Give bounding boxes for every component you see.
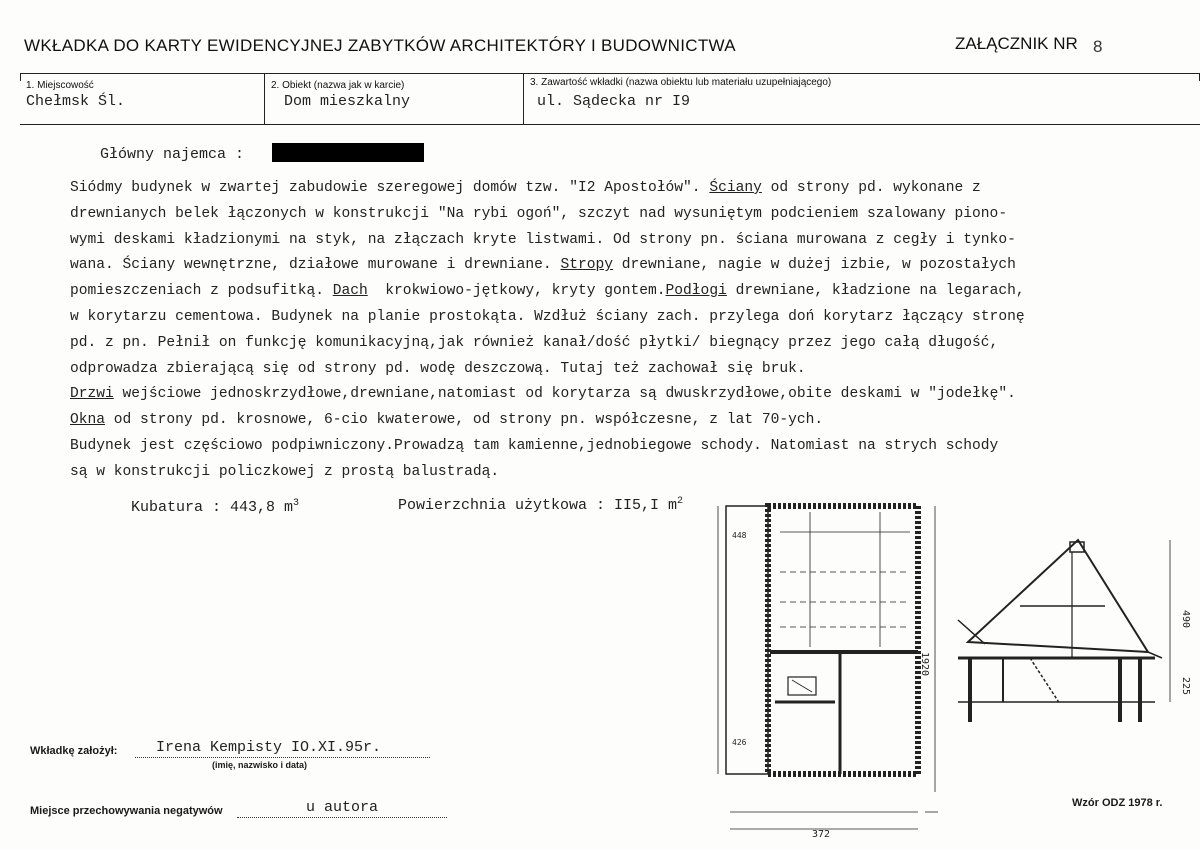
author-caption: (imię, nazwisko i data) xyxy=(212,760,308,770)
svg-text:225: 225 xyxy=(1180,677,1191,696)
form-code: Wzór ODZ 1978 r. xyxy=(1072,797,1163,809)
divider-1 xyxy=(264,73,265,125)
cross-section xyxy=(958,540,1170,722)
object-value: Dom mieszkalny xyxy=(284,93,411,110)
top-rule xyxy=(20,73,1200,74)
object-label: 2. Obiekt (nazwa jak w karcie) xyxy=(271,80,405,91)
form-title: WKŁADKA DO KARTY EWIDENCYJNEJ ZABYTKÓW ARCHITEKTÓRY I BUDOWNICTWA xyxy=(24,36,736,55)
floor-plan xyxy=(718,506,938,829)
locality-value: Chełmsk Śl. xyxy=(26,93,126,110)
svg-text:372: 372 xyxy=(812,829,831,840)
negatives-value: u autora xyxy=(306,799,379,816)
annex-label: ZAŁĄCZNIK NR xyxy=(955,34,1078,53)
negatives-line xyxy=(237,817,447,818)
negatives-label: Miejsce przechowywania negatywów xyxy=(30,805,223,817)
author-value: Irena Kempisty IO.XI.95r. xyxy=(156,739,382,756)
svg-text:490: 490 xyxy=(1180,610,1191,629)
bottom-rule xyxy=(20,124,1200,125)
volume-value: Kubatura : 443,8 $m^3$ xyxy=(131,498,300,516)
divider-2 xyxy=(523,73,524,125)
svg-text:426: 426 xyxy=(732,738,747,747)
svg-text:1920: 1920 xyxy=(919,652,930,677)
usable-area-value: Powierzchnia użytkowa : II5,I $m^2$ xyxy=(398,496,684,514)
tenant-label: Główny najemca : xyxy=(100,146,245,163)
locality-label: 1. Miejscowość xyxy=(26,80,94,91)
architectural-drawings xyxy=(700,492,1200,849)
author-line xyxy=(135,757,430,758)
svg-text:448: 448 xyxy=(732,531,747,540)
content-value: ul. Sądecka nr I9 xyxy=(537,93,691,110)
author-label: Wkładkę założył: xyxy=(30,745,118,757)
description-text: Siódmy budynek w zwartej zabudowie szeregowej domów tzw. "I2 Apostołów". Ściany od strony pd. wykonane z drewnianych belek łączonych w konstrukcji "Na rybi ogoń", szczyt nad wysuniętym podcieniem szalowany piono- wymi deskami kładzionymi na styk, na złączach kryte listwami. Od strony pn. ściana murowana z cegły i tynko- wana. Ściany wewnętrzne, działowe murowane i drewniane. Stropy drewniane, nagie w dużej izbie, w pozostałych pomieszczeniach z podsufitką. Dach krokwiowo-jętkowy, kryty gontem.Podłogi drewniane, kładzione na legarach, w korytarzu cementowa. Budynek na planie prostokąta. Wzdłuż ściany zach. przylega doń korytarz łączący stronę pd. z pn. Pełnił on funkcję komunikacyjną,jak również kanał/dość płytki/ biegnący przez jego całą długość, odprowadza zbierającą się od strony pd. wodę deszczową. Tutaj też zachował się bruk. Drzwi wejściowe jednoskrzydłowe,drewniane,natomiast od korytarza są dwuskrzydłowe,obite deskami w "jodełkę". Okna od strony pd. krosnowe, 6-cio kwaterowe, od strony pn. współczesne, z lat 70-ych. Budynek jest częściowo podpiwniczony.Prowadzą tam kamienne,jednobiegowe schody. Natomiast na strych schody są w konstrukcji policzkowej z prostą balustradą. xyxy=(70,180,1025,480)
redaction-bar xyxy=(272,143,424,162)
annex-number: 8 xyxy=(1093,37,1103,56)
left-edge-tick xyxy=(20,73,21,81)
content-label: 3. Zawartość wkładki (nazwa obiektu lub materiału uzupełniającego) xyxy=(530,77,832,88)
